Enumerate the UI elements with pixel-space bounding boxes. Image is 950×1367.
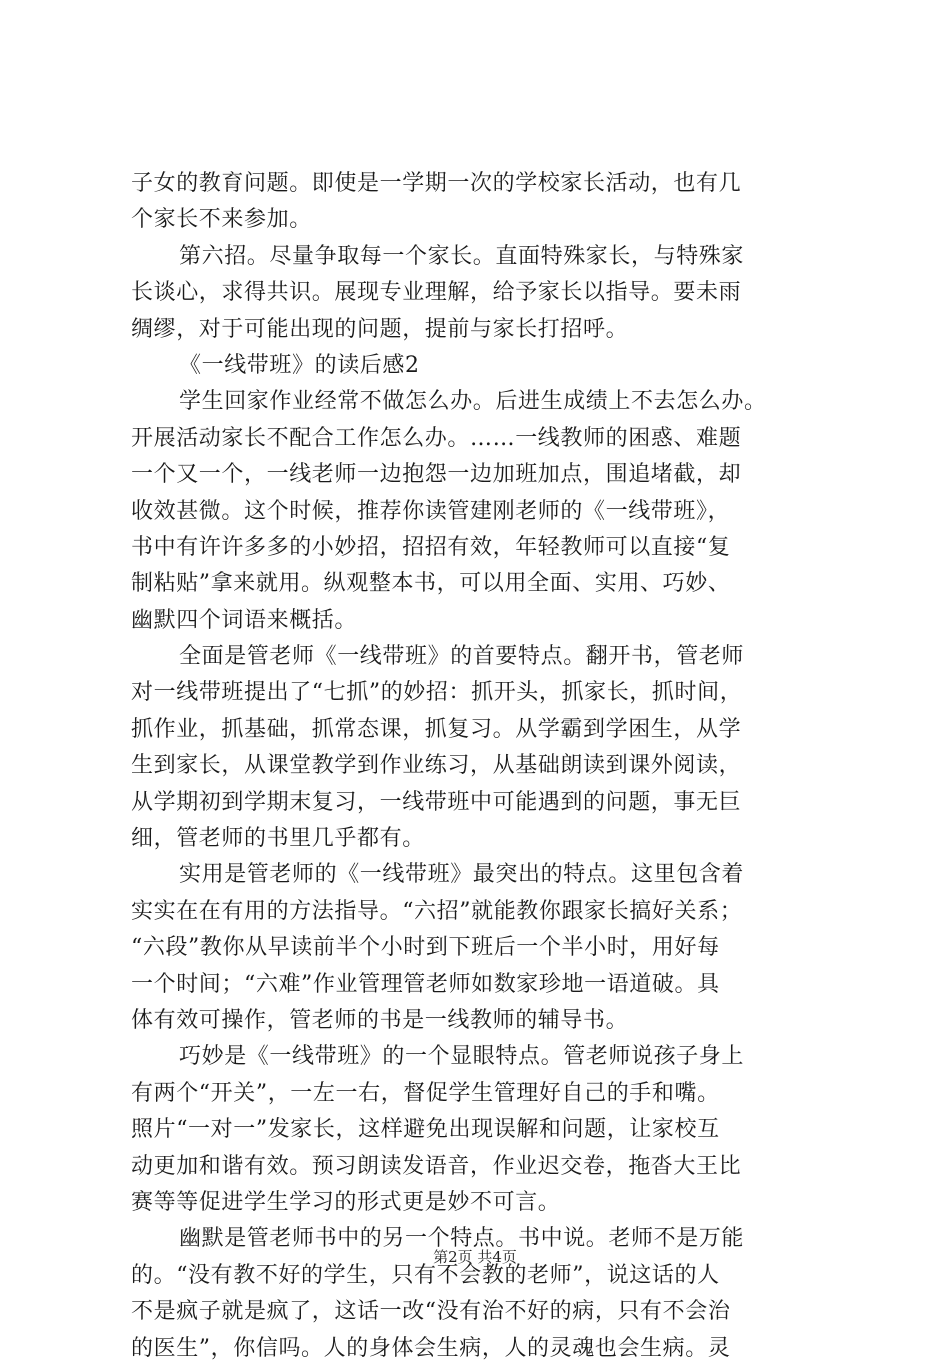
text-line: 《一线带班》的读后感2	[179, 352, 420, 378]
text-line: 一个时间；“六难”作业管理管老师如数家珍地一语道破。具	[131, 971, 720, 997]
text-line: 开展活动家长不配合工作怎么办。……一线教师的困惑、难题	[131, 425, 742, 451]
text-line: 不是疯子就是疯了，这话一改“没有治不好的病，只有不会治	[131, 1299, 731, 1325]
text-line: 实用是管老师的《一线带班》最突出的特点。这里包含着	[179, 862, 745, 888]
text-line: 全面是管老师《一线带班》的首要特点。翻开书，管老师	[179, 644, 745, 670]
text-line: 的医生”，你信吗。人的身体会生病，人的灵魂也会生病。灵	[131, 1335, 731, 1361]
text-line: 巧妙是《一线带班》的一个显眼特点。管老师说孩子身上	[179, 1044, 745, 1070]
text-line: 学生回家作业经常不做怎么办。后进生成绩上不去怎么办。	[179, 389, 767, 415]
text-line: 幽默是管老师书中的另一个特点。书中说。老师不是万能	[179, 1226, 745, 1252]
text-line: 制粘贴”拿来就用。纵观整本书，可以用全面、实用、巧妙、	[131, 571, 731, 597]
text-line: 抓作业，抓基础，抓常态课，抓复习。从学霸到学困生，从学	[131, 716, 742, 742]
text-line: 从学期初到学期末复习，一线带班中可能遇到的问题，事无巨	[131, 789, 742, 815]
text-line: 子女的教育问题。即使是一学期一次的学校家长活动，也有几	[131, 171, 742, 196]
text-line: 实实在在有用的方法指导。“六招”就能教你跟家长搞好关系；	[131, 898, 743, 924]
text-line: 体有效可操作，管老师的书是一线教师的辅导书。	[131, 1007, 629, 1033]
text-line: 动更加和谐有效。预习朗读发语音，作业迟交卷，拖沓大王比	[131, 1153, 742, 1179]
page-footer: 第2页 共4页	[433, 1248, 517, 1266]
text-line: 的。“没有教不好的学生，只有不会教的老师”，说这话的人	[131, 1262, 720, 1288]
text-line: 长谈心，求得共识。展现专业理解，给予家长以指导。要未雨	[131, 280, 742, 306]
document-body	[131, 166, 831, 1367]
text-line: 细，管老师的书里几乎都有。	[131, 826, 425, 852]
text-line: 一个又一个，一线老师一边抱怨一边加班加点，围追堵截，却	[131, 462, 742, 488]
text-line: 对一线带班提出了“七抓”的妙招：抓开头，抓家长，抓时间，	[131, 680, 743, 706]
text-line: 照片“一对一”发家长，这样避免出现误解和问题，让家校互	[131, 1117, 720, 1143]
text-line: 收效甚微。这个时候，推荐你读管建刚老师的《一线带班》，	[131, 498, 731, 524]
text-line: 赛等等促进学生学习的形式更是妙不可言。	[131, 1189, 561, 1215]
text-line: 第六招。尽量争取每一个家长。直面特殊家长，与特殊家	[179, 243, 745, 269]
text-line: 幽默四个词语来概括。	[131, 607, 358, 633]
text-line: 个家长不来参加。	[131, 207, 312, 233]
text-line: 生到家长，从课堂教学到作业练习，从基础朗读到课外阅读，	[131, 753, 742, 779]
text-line: 书中有许许多多的小妙招，招招有效，年轻教师可以直接“复	[131, 534, 731, 560]
text-line: “六段”教你从早读前半个小时到下班后一个半小时，用好每	[131, 935, 720, 961]
text-line: 有两个“开关”，一左一右，督促学生管理好自己的手和嘴。	[131, 1080, 720, 1106]
text-line: 绸缪，对于可能出现的问题，提前与家长打招呼。	[131, 316, 629, 342]
